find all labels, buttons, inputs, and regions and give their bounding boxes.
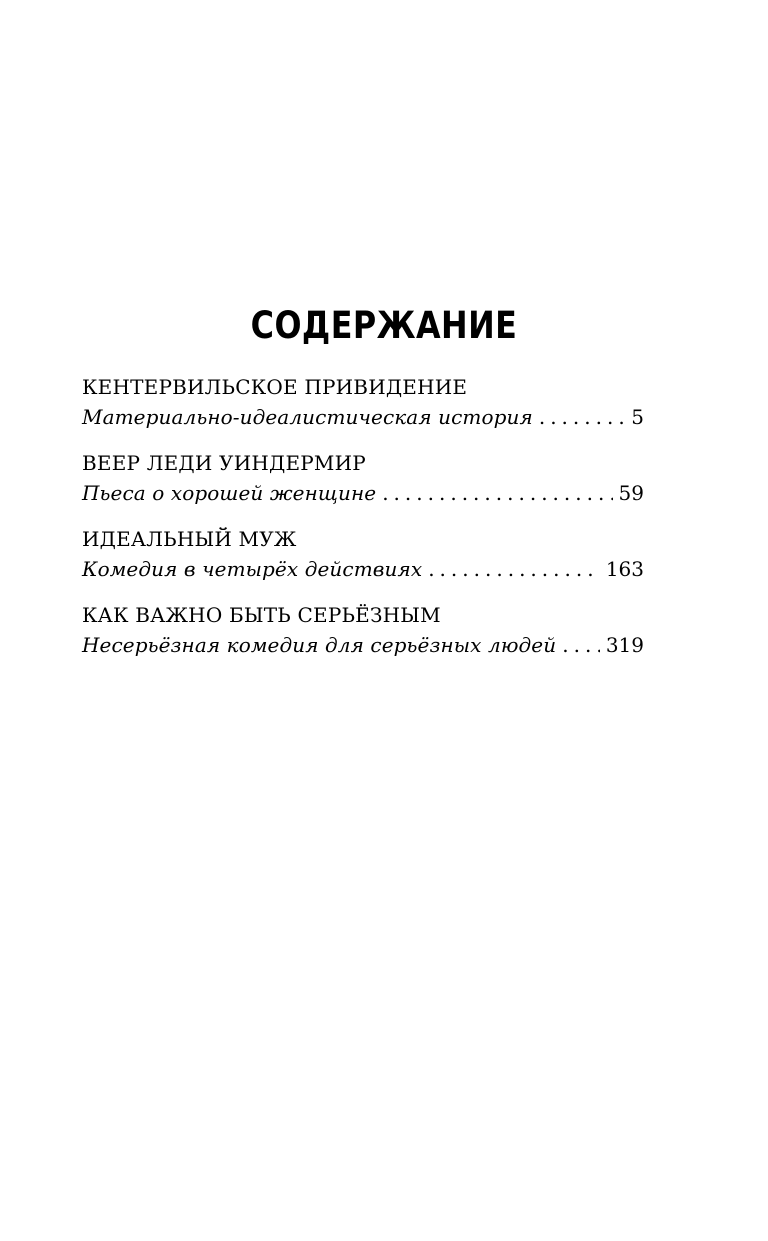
entry-title: ВЕЕР ЛЕДИ УИНДЕРМИР	[82, 451, 366, 475]
entry-line	[82, 402, 644, 432]
dot-leader	[428, 554, 600, 584]
entry-line	[82, 554, 644, 584]
page-title: СОДЕРЖАНИЕ	[250, 304, 518, 347]
entry-line	[82, 478, 644, 508]
entry-subtitle: Материально-идеалистическая история	[82, 405, 533, 429]
page-number: 163	[605, 557, 644, 581]
toc-entry	[82, 524, 644, 584]
dot-leader	[382, 478, 612, 508]
dot-leader	[539, 402, 625, 432]
page-number: 59	[618, 481, 644, 505]
entry-title: КАК ВАЖНО БЫТЬ СЕРЬЁЗНЫМ	[82, 603, 441, 627]
page-number: 319	[605, 633, 644, 657]
entry-line	[82, 630, 644, 660]
entry-subtitle: Несерьёзная комедия для серьёзных людей	[82, 633, 557, 657]
dot-leader	[562, 630, 600, 660]
toc-entry	[82, 448, 644, 508]
toc-entry	[82, 600, 644, 660]
entry-subtitle: Пьеса о хорошей женщине	[82, 481, 377, 505]
entry-subtitle: Комедия в четырёх действиях	[82, 557, 423, 581]
table-of-contents	[82, 372, 644, 676]
toc-entry	[82, 372, 644, 432]
entry-title: КЕНТЕРВИЛЬСКОЕ ПРИВИДЕНИЕ	[82, 375, 468, 399]
page-number: 5	[631, 405, 644, 429]
entry-title: ИДЕАЛЬНЫЙ МУЖ	[82, 527, 297, 551]
